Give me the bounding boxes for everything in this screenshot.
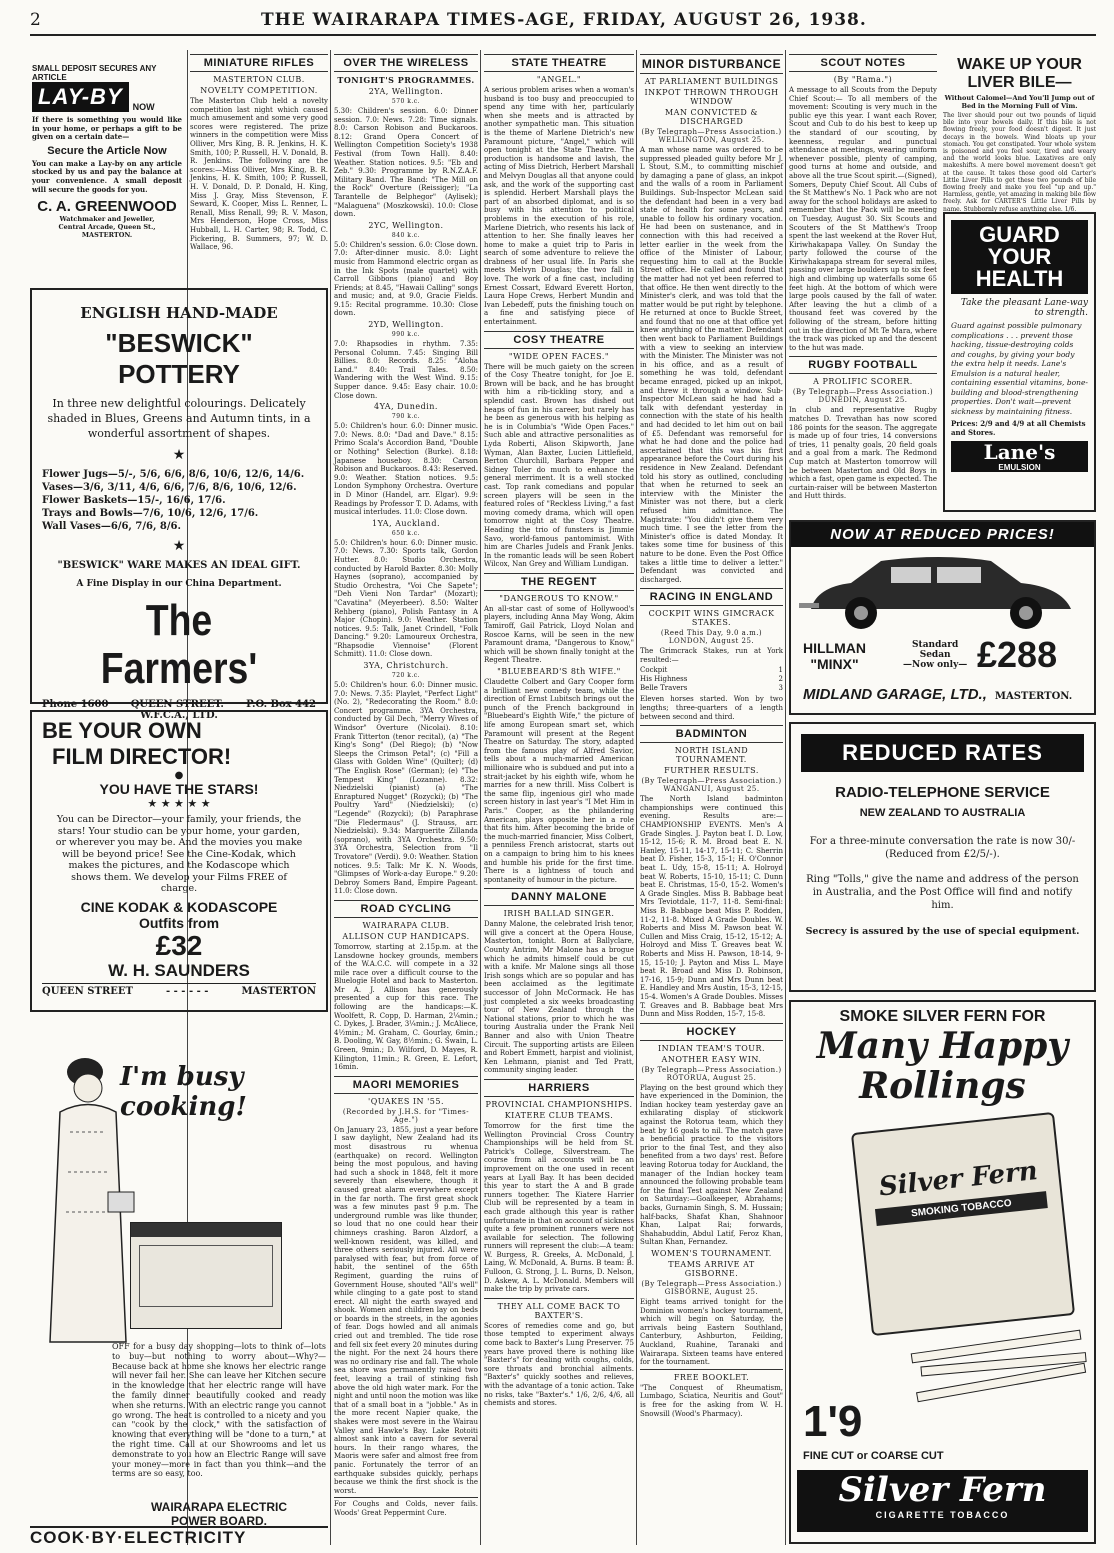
electric-org1: WAIRARAPA ELECTRIC [151, 1500, 287, 1514]
station-programme: 5.0: Children's hour. 6.0: Dinner music. 7.0: News. 7.35: Playlet, "Perfect Light" (No. 2), "Redecorating the Room." 8.0: Concert programme. 3YA Orchestra, conducted by Gil Dech, "Merry Wives of Windsor" Overture (Nicolai). 8.10: Frank Titterton (tenor recital), (a) "The King's Song" (Del Riego); (b) "Now Sleeps the Crimson Petal"; (c) "Fill a Glass with Golden Wine" (Quilter); (d) "The English Rose" (German); (e) "The Tempest King" (Lozanne). 8.32: Niedzielski (pianist) (a) "The Enraptured Nugget" (Rozycki); (b) "The Poultry Yard" (Niedzielski); (c) "Legende" (Rozycki); (b) Paraphrase "Die Fledermaus" (J. Strauss, arr. Niedzielski). 9.34: Marguerite Zillanda (soprano), with 3YA Orchestra. 9.50: 3YA Orchestra, Selection from "Il Trovatore" (Verdi). 9.0: Weather. Station notices. 9.5: Talk: Mr K. N. Woods, "Glimpses of Work-a-day Europe." 9.20: Debroy Somers Band, Empire Pageant. 11.0: Close down. [334, 681, 478, 896]
layby-headline: Secure the Article Now [47, 144, 167, 157]
farmers-box: P.O. Box 442 [246, 699, 316, 710]
bullet-icon: ● [174, 770, 184, 781]
silver-fern-ad [789, 1000, 1096, 1544]
star-icon: ★ [172, 538, 186, 554]
cooking-script: I'm busy cooking! [120, 1062, 247, 1122]
race-horse: His Highness [640, 675, 688, 684]
lanes-emulsion-ad [943, 212, 1096, 512]
station-block [334, 519, 478, 659]
layby-logo: LAY-BY [32, 82, 129, 112]
radio-body2: Ring "Tolls," give the name and address of the person in Australia, and the Post Office will find and notify him. [806, 874, 1079, 911]
beswick-intro: In three new delightful colourings. Delicately shaded in Blues, Greens and Autumn tints, in a wonderful assortment of shapes. [47, 397, 311, 440]
badminton-dateline: (By Telegraph—Press Association.) WANGANUI, August 25. [641, 777, 782, 794]
scout-heading: SCOUT NOTES [789, 54, 937, 72]
minor-sub: AT PARLIAMENT BUILDINGS [644, 77, 779, 86]
hillman-sedan: Sedan [919, 650, 951, 660]
beswick-price-line: Flower Jugs—5/-, 5/6, 6/6, 8/6, 10/6, 12/6, 14/6. [42, 469, 305, 480]
minor-sub3: MAN CONVICTED & DISCHARGED [664, 108, 758, 126]
stars-icon: ★ ★ ★ ★ ★ [147, 797, 211, 810]
hockey-dateline: (By Telegraph—Press Association.) ROTORUA, August 25. [641, 1065, 782, 1082]
station-name: 1YA, Auckland. [371, 518, 440, 528]
station-block [334, 320, 478, 400]
maori-footer: For Coughs and Colds, never fails. Woods' Great Peppermint Cure. [334, 1497, 478, 1517]
station-name: 2YD, Wellington. [368, 320, 444, 330]
guard-text: GUARD [979, 222, 1060, 247]
layby-trade: Watchmaker and Jeweller, [59, 215, 155, 224]
hillman-now: —Now only— [903, 660, 968, 670]
electric-body: OFF for a busy day shopping—lots to think of—lots to buy—but nothing to worry about—Why?—Because back at home she knows her electric range will never fail her. She can leave her Kitchen secure in the knowledge that her electric range will have the family dinner beautifully cooked and ready when she returns. With an electric range you cannot go wrong. The heat is controlled to a nicety and you can "cook by the clock," with the satisfaction of knowing that everything will be "done to a turn," at the right time. Call at our Showrooms and let us demonstrate to you how an Electric Range will save your money—more in fact than you think—and the terms are so easy, too. [112, 1342, 326, 1479]
station-freq: 790 k.c. [391, 413, 421, 421]
maori-heading: MAORI MEMORIES [334, 1076, 478, 1094]
station-freq: 720 k.c. [391, 672, 421, 680]
cycling-club: WAIRARAPA CLUB. [362, 920, 450, 930]
badminton-heading: BADMINTON [640, 725, 783, 743]
lanes-prices: Prices: 2/9 and 4/9 at all Chemists and Stores. [951, 419, 1086, 437]
radio-route: NEW ZEALAND TO AUSTRALIA [859, 807, 1026, 819]
station-programme: 7.0: Rhapsodies in rhythm. 7.35: Personal Column. 7.45: Singing Bill Billies. 8.0: Records. 8.25: "Aloha Land." 8.40: Trail Tales. 8.50: Wandering with the West Wind. 9.15: Supper dance. 9.45: Easy chair. 10.0: Close down. [334, 340, 478, 400]
harriers-sub2: KIATERE CLUB TEAMS. [504, 1110, 614, 1120]
hockey-dateline2: (By Telegraph—Press Association.) GISBORNE, August 25. [641, 1279, 782, 1296]
minor-dateline: (By Telegraph—Press Association.) WELLINGTON, August 25. [641, 128, 782, 144]
hillman-model1: HILLMAN [803, 640, 866, 656]
liver-title1: WAKE UP YOUR [957, 56, 1082, 73]
farmers-phone: Phone 1600 [42, 699, 109, 710]
regent-sub2: "BLUEBEARD'S 8th WIFE." [497, 667, 621, 677]
badminton-sub2: FURTHER RESULTS. [664, 766, 759, 776]
tin-brand: Silver Fern [877, 1156, 1039, 1203]
maori-sub: 'QUAKES IN '55. [368, 1096, 444, 1106]
column-ads-left [30, 62, 184, 288]
hockey-sub4: TEAMS ARRIVE AT GISBORNE. [668, 1259, 755, 1278]
scout-body: A message to all Scouts from the Deputy Chief Scout:— To all members of the movement: Scouting is very much in the public eye this year. I want each Rover, Scout and Cub to do his best to keep up the standard of our scouting, by keenness, regular and punctual attendance at meetings, wearing uniform whenever possible, plenty of camping, good turns at home and outside, and above all the true Scout spirit.—(Signed), Somers, Deputy Chief Scout. All Cubs of the St Matthew's No. 1 Pack who are not away for the school holidays are asked to remember that the Pack will be meeting on Tuesday, August 30. Six Scouts and Scouters of the St Matthew's Troop spent the last weekend at the Rover Hut, Kiriwhakapapa Valley. On Sunday the party followed the course of the Kiriwhakapapa stream for several miles, passing over large boulders up to six feet high and climbing up waterfalls some 65 feet high. At the bottom of which were large pools caused by the fall of water. After leaving the hut a climb of a thousand feet was covered by the following of the stream, before hitting out in the direction of Mt Te Mara, where the track was picked up and the descent to the hut was made. [789, 86, 937, 352]
scout-byline: (By "Rama.") [833, 75, 893, 84]
hillman-town: MASTERTON. [994, 691, 1073, 702]
radio-title: REDUCED RATES [801, 734, 1084, 772]
racing-heading: RACING IN ENGLAND [640, 588, 783, 606]
station-freq: 650 k.c. [391, 529, 421, 537]
tobacco-tin-illustration [851, 1112, 1075, 1336]
liver-title-dash: — [1055, 74, 1072, 91]
minor-sub2: INKPOT THROWN THROUGH WINDOW [644, 88, 779, 106]
cigarettes-illustration [911, 1332, 1091, 1412]
car-illustration [791, 547, 1091, 639]
column-rule [480, 50, 481, 1545]
fern-top: SMOKE SILVER FERN FOR [839, 1008, 1046, 1025]
maori-byline: (Recorded by J.H.S. for "Times-Age.") [342, 1107, 470, 1124]
hillman-price: £288 [977, 634, 1058, 675]
cosy-body: There will be much gaiety on the screen of the Cosy Theatre tonight, for Joe E. Brown will be back, and he has brought with him a rib-tickling story, and a splendid cast. Brown has dished out heaps of fun in his career, but rarely has he been as generous with his helping as he is in Columbia's "Wide Open Faces." Such able and attractive personalities as Lyda Roberti, Alison Skipworth, Jane Wyman, Alan Baxter, Lucien Littlefield, Berton Churchill, Barbara Pepper and Sidney Toler do much to enhance the general merriment. It is a well stocked cast. Top rank comedians and popular screen players will be seen in the featured roles of "Reckless Living," a fast moving comedy drama, which will open tomorrow night at the Cosy Theatre. Heading the trio of funsters is Jimmie Savo, world-famous pantomimist. With him are Charles Judels and Frank Jenks. In the romantic leads will be seen Robert Wilcox, Nan Grey and William Lundigan. [484, 362, 634, 569]
column-news [640, 50, 783, 1545]
regent-body2: Claudette Colbert and Gary Cooper form a brilliant new comedy team, while the direction of Ernst Lubitsch brings out the punch of the French background in "Bluebeard's Eighth Wife," the picture of life among European smart set, which Paramount will present at the Regent Theatre on Saturday. The story, adapted from the famous play of Alfred Savior, tells about a much-married American millionaire who is subdued and put into a strait-jacket by his eighth wife, whom he marries for a new thrill. Miss Colbert is the same flip, ingenious girl who made screen history in last year's "I Met Him in Paris." Cooper, as the philandering American, plays opposite her in a role that fits him. After becoming the bride of the much-married financier, Miss Colbert, a penniless French aristocrat, starts out on a campaign to bring him to his knees and humble his pride for the first time. There is a lightness of touch and spontaneity of humour in the picture. [484, 678, 634, 884]
race-place: 3 [778, 684, 783, 693]
harriers-body: Tomorrow for the first time the Wellington Provincial Cross Country Championships will be held from St. Patrick's College, Silverstream. The course from all accounts will be an improvement on the one used in recent years at Lyall Bay. It has been decided this year to start the A and B grade runners together. The Kiatere Harrier Club will be represented by a team in each grade although this year is rather unfortunate in that on account of sickness quite a few prominent runners were not available for selection. The following runners will represent the club:—A team: W. Burgess, R. Greeks, A. McDonald, J. Laing, W. McDonald, A. Burns. B team: B. Fulloon, G. Strong, J. L. Burns, D. Nelson, D. Askew, A. L. McDonald. Members will make the trip by private cars. [484, 1121, 634, 1294]
radio-body1: For a three-minute conversation the rate is now 30/- (Reduced from £2/5/-). [809, 836, 1076, 860]
cook-by-electricity: COOK·BY·ELECTRICITY [30, 1526, 328, 1548]
fern-script2: Rollings [859, 1065, 1026, 1107]
baxters-heading: THEY ALL COME BACK TO BAXTER'S. [484, 1298, 634, 1320]
minor-heading: MINOR DISTURBANCE [640, 54, 783, 74]
hockey-body: Playing on the best ground which they have experienced in the Dominion, the Indian hockey team yesterday gave an exhilarating display of stickwork against the Rotorua team, which they beat by 16 goals to nil. The match gave a beneficial practice to the visitors prior to the final Test, and they also benefited from a two days' rest. Before leaving Rotorua today for Auckland, the manager of the Indian hockey team announced the following probable team for the final Test against New Zealand on Saturday:—Goalkeeper, Abrahams; backs, Gurnamin Singh, S. M. Hussain; half-backs, Shafat Khan, Shahnoor Khan, Lalpat Rai; forwards, Shahabuddin, Abdul Latif, Feroz Khan, Sultan Khan, Fernandez. [640, 1083, 783, 1247]
regent-body: An all-star cast of some of Hollywood's players, including Anna May Wong, Akim Tamiroff, Gail Patrick, Lloyd Nolan and Roscoe Karns, will be seen in the new Paramount drama, "Dangerous to Know," which will be shown finally tonight at the Regent Theatre. [484, 604, 634, 665]
your-text: YOUR [987, 244, 1052, 269]
kodak-dealer: W. H. SAUNDERS [108, 960, 250, 980]
layby-intro: If there is something you would like in your home, or perhaps a gift to be given on a certain date— [32, 115, 182, 142]
beswick-pottery-ad [30, 288, 328, 721]
tin-sub: SMOKING TOBACCO [875, 1191, 1048, 1226]
liver-body: The liver should pour out two pounds of liquid bile into your bowels daily. If this bile is not flowing freely, your food doesn't digest. It just decays in the bowels. Wind bloats up your stomach. You get constipated. Your whole system is poisoned and you feel sour, tired and weary and the world looks blue. Laxatives are only makeshifts. A mere bowel movement doesn't get at the cause. It takes those good old Carter's Little Liver Pills to get these two pounds of bile flowing freely and make you feel "up and up." Harmless, gentle, yet amazing in making bile flow freely. Ask for CARTER'S Little Liver Pills by name. Stubbornly refuse anything else. 1/6. [943, 112, 1096, 213]
regent-heading: THE REGENT [484, 573, 634, 591]
layby-ad [30, 62, 184, 288]
column-rifles [190, 50, 328, 285]
racing-sub: COCKPIT WINS GIMCRACK STAKES. [648, 609, 775, 628]
beswick-price-line: Vases—3/6, 3/11, 4/6, 6/6, 7/6, 8/6, 10/6, 12/6. [42, 482, 297, 493]
column-theatres [484, 50, 634, 1545]
kodak-line2: FILM DIRECTOR! [52, 744, 232, 769]
badminton-sub: NORTH ISLAND TOURNAMENT. [674, 746, 749, 765]
lanes-body: Guard against possible pulmonary complications . . . prevent those hacking, tissue-destroying colds and coughs, by giving your body the extra help it needs. Lane's Emulsion is a natural healer, containing essential vitamins, bone-building and blood-strengthening properties. Don't wait—prevent sickness by maintaining fitness. [951, 321, 1088, 416]
beswick-display: A Fine Display in our China Department. [76, 579, 282, 589]
wireless-heading: OVER THE WIRELESS [334, 54, 478, 72]
station-name: 2YC, Wellington. [368, 220, 444, 230]
race-result-row [640, 684, 783, 693]
harriers-heading: HARRIERS [484, 1079, 634, 1097]
layby-top: SMALL DEPOSIT SECURES ANY ARTICLE [32, 64, 157, 82]
page-number: 2 [30, 10, 42, 30]
column-rule [330, 50, 331, 1545]
hockey-sub3: WOMEN'S TOURNAMENT. [651, 1248, 772, 1258]
radio-telephone-ad [789, 722, 1096, 992]
rifles-sub: NOVELTY COMPETITION. [200, 86, 318, 95]
racing-intro: The Grimcrack Stakes, run at York resulted:— [640, 647, 783, 664]
hillman-banner: NOW AT REDUCED PRICES! [791, 522, 1094, 547]
station-freq: 570 k.c. [391, 98, 421, 105]
race-place: 2 [778, 675, 783, 684]
masthead [30, 6, 1096, 36]
station-name: 3YA, Christchurch. [363, 661, 449, 671]
rifles-club: MASTERTON CLUB. [213, 75, 305, 84]
liver-title2: LIVER BILE [967, 74, 1056, 91]
farmers-logo: The Farmers' [100, 596, 258, 693]
kodak-product: CINE KODAK & KODASCOPE [80, 898, 278, 915]
state-sub: "ANGEL." [536, 75, 582, 84]
danny-body: Danny Malone, the celebrated Irish tenor, will give a concert at the Opera House, Masterton, tonight. Born at Ballyclare, County Antrim, Mr Malone has a brogue which he admits himself could be cut with a knife. Mr Malone sings all those Irish songs which are so popular and has been acclaimed as the legitimate successor of John McCormack. He has just completed a six weeks broadcasting tour of New Zealand through the National stations, prior to which he was touring Australia under the Frank Neil Banner and also with Union Theatre Circuit. The supporting artists are Eileen and Robert Emmett, harpist and violinist, Ken Lehmann, pianist and Ted Pratt, community singing leader. [484, 920, 634, 1075]
rifles-heading: MINIATURE RIFLES [190, 54, 328, 72]
station-programme: 5.0: Children's session. 6.0: Close down. 7.0: After-dinner music. 8.0: Light music from Hammond electric organ as in the Ink Spots (male quartet) with Carroll Gibbons (piano) and Boy Friends; at 8.45, "Hawaii Calling" songs and music; and, at 9.0, Gracie Fields. 9.15: Recital programme. 10.30: Close down. [334, 240, 478, 318]
beswick-price-line: Flower Baskets—15/-, 16/6, 17/6. [42, 495, 226, 506]
beswick-price-line: Wall Vases—6/6, 7/6, 8/6. [42, 521, 181, 532]
station-freq: 990 k.c. [391, 331, 421, 339]
kodak-body: You can be Director—your family, your friends, the stars! Your studio can be your home, your garden, or wherever you may be. And the movies you make will be beyond price! See the Cine-Kodak, which makes the pictures, and the Kodascope which shows them. We develop your Films FREE of charge. [55, 814, 303, 894]
column-rule [636, 50, 637, 1545]
station-programme: 5.0: Children's hour. 6.0: Dinner music. 7.0: News. 7.30: Sports talk, Gordon Hutter. 8.0: Studio Orchestra, conducted by Harold Baxter. 8.30: Molly Haynes (soprano), accompanied by Studio Orchestra, "Voi Che Sapete"; "Deh Vieni Non Tardar" (Mozart); "Cavatina" (Meyerbeer). 8.50: Walter Rehberg (piano), Polish Fantasy in A Major (Chopin). 9.0: Weather. Station notices. 9.5: Talk, Janet Crindell, "Folk Dancing." 9.20: Lamoureux Orchestra, "Rhapsodie Viennoise" (Florent Schmitt). 11.0: Close down. [334, 538, 478, 659]
state-body: A serious problem arises when a woman's husband is too busy and preoccupied to spend any time with her, particularly when she meets and is attracted by another sympathetic man. This situation is the theme of Marlene Dietrich's new Paramount picture, "Angel," which will open tonight at the State Theatre. The production is handsome and lavish, the acting of Miss Dietrich, Herbert Marshall and Melvyn Douglas all that anyone could ask, and the work of the supporting cast is splendid. Herbert Marshall plays the part of an absorbed diplomat, and is so busy with his attention to political problems in the execution of his role, Marlene Dietrich, who resents his lack of attention to her. She finally leaves her home to make a quiet trip to Paris in search of some adventure to relieve the drabness of her usual life. In Paris she meets Melvyn Douglas; the two fall in love. The work of a fine cast, including Ernest Cossart, Edward Everett Horton, Laura Hope Crews, Herbert Mundin and Ivan Lebedeff, puts the finishing touch on a fine and satisfying piece of entertainment. [484, 86, 634, 327]
station-block [334, 402, 478, 517]
electric-org2: POWER BOARD. [171, 1514, 267, 1528]
fern-cut: FINE CUT or COARSE CUT [803, 1450, 944, 1462]
rugby-body: In club and representative Rugby matches D. Trevathan has now scored 186 points for the season. The aggregate is made up of four tries, 14 conversions of tries, 11 penalty goals, 20 field goals and a goal from a mark. The Redmond Cup match at Masterton tomorrow will be between Masterton and Old Boys in which a fast, open game is expected. The curtain-raiser will be between Masterton and Hutt thirds. [789, 406, 937, 501]
wireless-sub: TONIGHT'S PROGRAMMES. [337, 75, 475, 85]
station-programme: 5.30: Children's session. 6.0: Dinner session. 7.0: News. 7.28: Time signals. 8.0: Carson Robison and Buckaroos. 8.12: Grand Opera Concert of Wellington Competition Society's 1938 Festival (from Town Hall). 8.40: Weather. Station notices. 9.5: "Eb and Zeb." 9.30: Programme by R.N.Z.A.F. Military Band. The Band: "The Mill on the Rock" Overture (Reissiger); "La Tarantelle de Belphegor" (Aylisek); "Malaguena" (Moszkowski). 10.0: Close down. [334, 107, 478, 219]
station-programme: 5.0: Children's hour. 6.0: Dinner music. 7.0: News. 8.0: "Dad and Dave." 8.15: Primo Scala's Accordion Band, "Double or Nothing" Selection (Burke). 8.18: Japanese houseboy. 8.30: Carson Robison and Buckaroos. 8.43: Reserved. 9.0: Weather. Station notices. 9.5: London Symphony Orchestra. Overture in D Minor (Handel, arr. Elgar). 9.9: Readings by Professor T. D. Adams, with musical interludes. 11.0: Close down. [334, 422, 478, 517]
maori-body: On January 23, 1855, just a year before I saw daylight, New Zealand had its most disastrous ru whenua (earthquake) on record. Wellington being the most populous, and having had such a shock in 1848, felt it more severely than elsewhere, though it caused great alarm everywhere except in the far north. The first great shock was a few minutes past 9 p.m. The underground rumble was like thunder, so loud that no one could hear their chimneys crashing. Baron Alzdorf, a well-known resident, was killed, and three others seriously injured. All were paralysed with fear, but from force of habit, the sentinel of the 65th Regiment, guarding the ruins of Government House, shouted "All's well" while clinging to a gate post to stand erect. All night the earth swayed and shook. Women and children lay on beds or boards in the streets, in the agonies of fear. Dogs howled and all animals cried out and trembled. The tide rose and fell six feet every 20 minutes during the night. For the next 24 hours there was no ordinary rise and fall. The whole sea shore was permanently raised two feet, leaving a trail of stinking fish above the old high water mark. For the night and until noon the motion was like that of a small boat in a "jobble." As in the more recent Napier quake, the shakes were most severe in the Wairau Valley and Hawke's Bay. Lake Rotoiti almost sank into a cavern for several hours. In their rango whares, the Maoris were safer and almost free from panic. Fortunately the terror of an earthquake subsides quickly, perhaps because we think the first shock is the worst. [334, 1125, 478, 1495]
layby-town: MASTERTON. [81, 231, 133, 240]
column-rule [785, 50, 786, 1545]
layby-address: Central Arcade, Queen St., [58, 223, 156, 232]
farmers-company: W.F.C.A., LTD. [140, 710, 218, 721]
station-block [334, 661, 478, 896]
fern-price: 1'9 [803, 1397, 863, 1446]
beswick-title: "BESWICK" POTTERY [105, 328, 253, 389]
state-heading: STATE THEATRE [484, 54, 634, 72]
station-block [334, 221, 478, 318]
kodak-stars-line: YOU HAVE THE STARS! [99, 781, 259, 797]
liver-tag: Without Calomel—And You'll Jump out of Bed in the Morning Full of Vim. [944, 94, 1095, 110]
station-freq: 840 k.c. [391, 231, 421, 239]
fern-brand: Silver Fern [838, 1470, 1047, 1510]
electric-cooking-ad [30, 1022, 328, 1547]
column-scout [789, 50, 937, 530]
farmers-street: QUEEN STREET. [130, 699, 224, 710]
hockey-heading: HOCKEY [640, 1023, 783, 1041]
kodak-street: QUEEN STREET [42, 985, 133, 997]
cine-kodak-ad [30, 710, 328, 1012]
lanes-brand: Lane's [983, 440, 1056, 464]
hockey-sub: INDIAN TEAM'S TOUR. [657, 1043, 766, 1053]
racing-dateline: (Reed This Day, 9.0 a.m.) LONDON, August 25. [660, 629, 763, 646]
lanes-emulsion: EMULSION [998, 463, 1041, 472]
station-name: 2YA, Wellington. [368, 87, 444, 96]
radio-service: RADIO-TELEPHONE SERVICE [835, 784, 1050, 801]
layby-body: You can make a Lay-by on any article stocked by us and pay the balance at your convenience. A small deposit will secure the goods for you. [32, 158, 182, 194]
race-horse: Cockpit [640, 666, 668, 675]
kodak-town: MASTERTON [241, 985, 316, 997]
badminton-body: The North Island badminton championships were continued this evening. Results are:— CHAMPIONSHIP EVENTS. Men's A Grade Singles. J. Payton beat I. D. Low, 15-12, 15-6; R. M. Broad beat E. N. Hanley, 15-11, 14-17, 15-11; C. Sherrin beat D. Fisher, 15-3, 15-1; H. O'Connor beat L. Udy, 15-8, 15-11; A. Holroyd beat W. Roberts, 15-10, 15-11; C. Dunn beat E. Christmas, 15-0, 15-2. Women's A Grade Singles. Miss B. Babbage beat Mrs Teviotdale, 11-7, 11-8. Semi-final: Miss B. Babbage beat Miss P. Rodden, 11-2, 11-8. Mixed A Grade Doubles. W. Roberts and Miss M. Pawson beat W. Cullen and Miss Craig, 15-12, 15-12; A. Holroyd and Miss T. Greaves beat W. Roberts and Miss H. Pawson, 18-14, 9-15, 15-10; J. Payton and Miss L. Maye beat R. Broad and Miss D. Robinson, 17-16, 15-9; Dunn and Mrs Dunn beat E. Handley and Mrs Austin, 15-3, 12-15, 15-4. Women's A Grade Doubles. Misses T. Greaves and B. Babbage beat Mrs Dunn and Miss Rodden, 15-7, 15-8. [640, 795, 783, 1019]
beswick-ideal: "BESWICK" WARE MAKES AN IDEAL GIFT. [57, 560, 301, 571]
race-result-row [640, 675, 783, 684]
cosy-heading: COSY THEATRE [484, 331, 634, 349]
minor-body: A man whose name was ordered to be suppressed pleaded guilty before Mr J. L Stout, S.M., to committing mischief by damaging a pane of glass, an inkpot and the walls of a room in Parliament Buildings. Sub-Inspector McLean said the defendant had been in a very bad state of health for some years, and unable to follow his ordinary vocation. He had been on sustenance, and in connection with this had received a letter earlier in the week from the office of the Minister of Labour, requesting him to call at the Buckle Street office. He called and found that the matter had not yet been referred to that office. He then went directly to the Minister's clerk, and was told that the matter would be put right by telephone. He returned at once to Buckle Street, and found that no one at that office yet knew anything of the matter. Defendant then went back to Parliament Buildings with a view to seeking an interview with the Minister. The Minister was not in his office, and as a result of something he was told, defendant became enraged, picked up an inkpot, and threw it through a window. Sub-Inspector McLean said he had had a talk with defendant yesterday in connection with the state of his health and had decided to let him out on bail of £5. Defendant was remorseful for what he had done and the police had ascertained that this was his first appearance before the Court during his residence in New Zealand. Defendant told his story as outlined, concluding that when he returned to seek an interview with the Minister the Minister was not there, but a clerk refused him admittance. The Magistrate: "You didn't give them very much time. I see the letter from the Minister's office is dated Monday. It takes some time for business of this nature to be done. Even the Post Office takes a little time to deliver a letter." Defendant was convicted and discharged. [640, 146, 783, 584]
beswick-kicker: ENGLISH HAND-MADE [80, 304, 278, 322]
danny-heading: DANNY MALONE [484, 888, 634, 906]
hillman-minx-ad [789, 520, 1096, 715]
cycling-body: Tomorrow, starting at 2.15p.m. at the Lansdowne hockey grounds, members of the W.A.C.C. will compete in a 32 mile race over a difficult course to the Bluelogie Hotel and back to Masterton. Mr A. J. Allison has generously presented a cup for this race. The following are the handicaps:—K. Woolfett, R. Copp, D. Harman, 2¼min.; C. Dykes, J. Brader, 3¼min.; J. McAliece, 4½min.; M. Graham, C. Gourlay, 6min.; B. Dooling, W. Gay, 8½min.; G. Swain, L. Green, 9min.; D. Wilford, D. Mayes, R. Kilington, 11min.; R. Green, E. Lefort, 16min. [334, 942, 478, 1072]
danny-sub: IRISH BALLAD SINGER. [503, 909, 615, 919]
rugby-dateline: (By Telegraph—Press Association.) DUNEDIN, August 25. [792, 388, 934, 405]
booklet-body: "The Conquest of Rheumatism, Lumbago, Sciatica, Neuritis and Gout" is free for the asking from W. H. Snowsill (Wood's Pharmacy). [640, 1383, 783, 1418]
kodak-dashes: - - - - - - [166, 985, 209, 997]
star-icon: ★ [172, 447, 186, 463]
hockey-sub2: ANOTHER EASY WIN. [661, 1054, 762, 1064]
layby-name: C. A. GREENWOOD [37, 198, 177, 216]
race-place: 1 [778, 666, 783, 675]
rifles-body: The Masterton Club held a novelty competition last night which caused much amusement and some very good scores were registered. The prize winners in the competition were Miss Olliver, Mrs King, B. R. Jenkins, H. K. Smith, 100; P. Russell, H. V. Donald, B. R. Jenkins. The following are the scores:—Miss Olliver, Mrs King, B. R. Jenkins, H. K. Smith, 100; P. Russell, H. V. Donald, D. P. Donald, H. King, Miss J. Gray, Miss Stevenson, F. Seward, K. Cooper, Miss L. Renner, L. Renall, Miss Renall, 99; R. V. Mason, Mrs Henderson, Hope Cross, Miss Hubball, L. H. Carter, 98; R. Todd, C. Pickering, B. Summers, 97; W. D. Wallace, 96. [190, 97, 328, 252]
hockey-body2: Eight teams arrived tonight for the Dominion women's hockey tournament, which will begin on Saturday, the arrivals being Eastern Southland, Canterbury, Ashburton, Feilding, Auckland, Ruahine, Taranaki and Wairarapa. Sixteen teams have entered for the tournament. [640, 1297, 783, 1367]
health-text: HEALTH [975, 266, 1064, 291]
hillman-dealer: MIDLAND GARAGE, LTD., [803, 686, 987, 703]
station-block [334, 87, 478, 219]
race-horse: Belle Travers [640, 684, 688, 693]
cycling-sub: ALLISON CUP HANDICAPS. [342, 931, 470, 941]
rugby-sub: A PROLIFIC SCORER. [813, 377, 913, 387]
column-wireless [334, 50, 478, 1545]
fern-brand-sub: CIGARETTE TOBACCO [875, 1510, 1010, 1520]
baxters-body: Scores of remedies come and go, but those tempted to experiment always come back to Baxter's Lung Preserver. 75 years have proved there is nothing like "Baxter's" for dealing with coughs, colds, sore throats and bronchial ailments. "Baxter's" quickly soothes and relieves, with the advantage of a tonic action. Take no risks, take "Baxter's." 1/6, 2/6, 4/6, all chemists and stores. [484, 1321, 634, 1408]
race-result-row [640, 666, 783, 675]
cosy-sub: "WIDE OPEN FACES." [508, 351, 610, 361]
lanes-slogan: Take the pleasant Lane-way to strength. [960, 298, 1088, 318]
fern-script1: Many Happy [816, 1025, 1069, 1067]
beswick-price-line: Trays and Bowls—7/6, 10/6, 12/6, 17/6. [42, 508, 259, 519]
regent-sub: "DANGEROUS TO KNOW." [499, 593, 619, 603]
hillman-model2: "MINX" [810, 656, 859, 672]
liver-bile-ad [943, 56, 1096, 213]
racing-body: Eleven horses started. Won by two lengths; three-quarters of a length between second and third. [640, 695, 783, 721]
radio-body3: Secrecy is assured by the use of special equipment. [805, 926, 1080, 937]
station-name: 4YA, Dunedin. [374, 402, 438, 412]
newspaper-title: THE WAIRARAPA TIMES-AGE, FRIDAY, AUGUST 26, 1938. [261, 10, 867, 30]
electric-range-illustration [130, 1222, 282, 1329]
hillman-standard: Standard [912, 640, 959, 650]
booklet-heading: FREE BOOKLET. [640, 1369, 783, 1382]
harriers-sub: PROVINCIAL CHAMPIONSHIPS. [485, 1099, 633, 1109]
rugby-heading: RUGBY FOOTBALL [789, 356, 937, 374]
cycling-heading: ROAD CYCLING [334, 900, 478, 918]
layby-now: NOW [132, 102, 155, 112]
kodak-line1: BE YOUR OWN [42, 718, 202, 743]
kodak-outfits: Outfits from [138, 914, 220, 931]
kodak-price: £32 [155, 929, 203, 961]
